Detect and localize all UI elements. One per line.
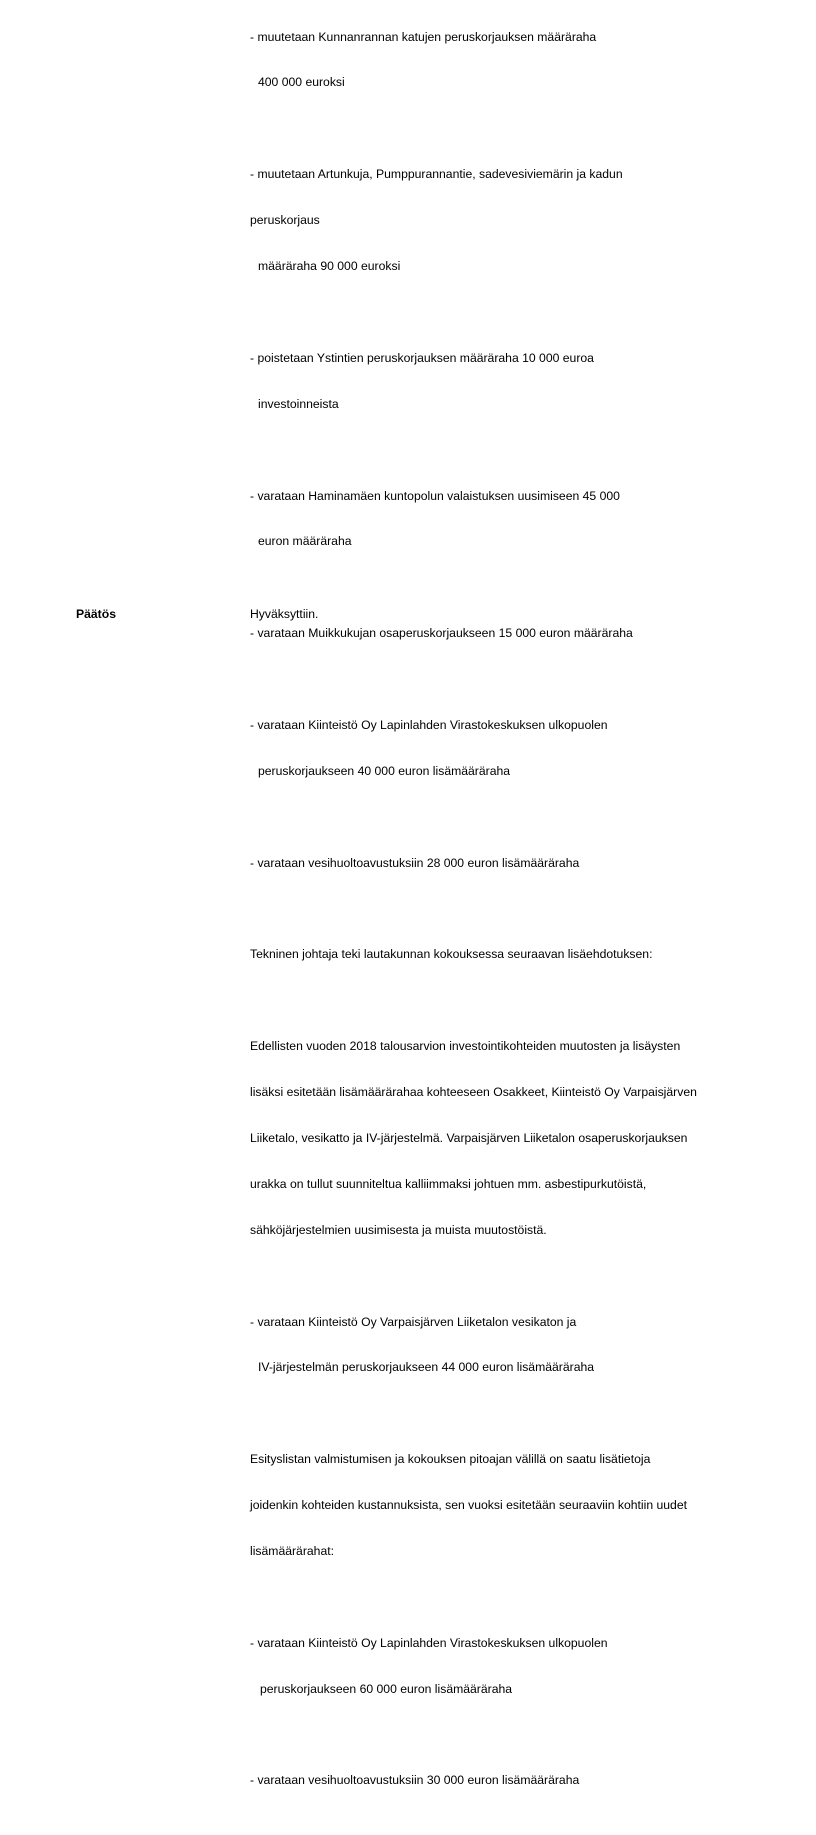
list-item: [250, 0, 750, 121]
text-line: Esityslistan valmistumisen ja kokouksen pitoajan välillä on saatu lisätietoja: [250, 1452, 651, 1467]
text-line: urakka on tullut suunniteltua kalliimmaksi johtuen mm. asbestipurkutöistä,: [250, 1176, 647, 1191]
list-item: [250, 137, 750, 305]
text-line: peruskorjaukseen 60 000 euron lisämääräraha: [260, 1681, 513, 1696]
text-line: - varataan vesihuoltoavustuksiin 30 000 euron lisämääräraha: [250, 1773, 580, 1788]
decision-text: Hyväksyttiin.: [250, 607, 319, 621]
text-line: euron määräraha: [258, 534, 352, 549]
text-line: 400 000 euroksi: [258, 75, 345, 90]
paragraph: [250, 917, 750, 993]
list-item: [250, 596, 750, 672]
text-line: Edellisten vuoden 2018 talousarvion investointikohteiden muutosten ja lisäysten: [250, 1039, 681, 1054]
paragraph: [250, 1422, 750, 1590]
text-line: IV-järjestelmän peruskorjaukseen 44 000 euron lisämääräraha: [258, 1360, 595, 1375]
text-line: investoinneista: [258, 396, 339, 411]
text-line: - poistetaan Ystintien peruskorjauksen määräraha 10 000 euroa: [250, 350, 594, 365]
text-line: Liiketalo, vesikatto ja IV-järjestelmä. Varpaisjärven Liiketalon osaperuskorjauksen: [250, 1130, 688, 1145]
text-line: peruskorjaukseen 40 000 euron lisämääräraha: [258, 763, 511, 778]
decision-label: Päätös: [76, 607, 116, 621]
text-line: lisäksi esitetään lisämäärärahaa kohteeseen Osakkeet, Kiinteistö Oy Varpaisjärven: [250, 1085, 697, 1100]
text-line: - muutetaan Artunkuja, Pumppurannantie, sadevesiviemärin ja kadun: [250, 167, 623, 182]
text-line: joidenkin kohteiden kustannuksista, sen vuoksi esitetään seuraaviin kohtiin uudet: [250, 1498, 687, 1513]
text-line: lisämäärärahat:: [250, 1543, 334, 1558]
list-item: [250, 1605, 750, 1727]
list-item: [250, 825, 750, 901]
text-line: - varataan Haminamäen kuntopolun valaistuksen uusimiseen 45 000: [250, 488, 620, 503]
text-line: - varataan Kiinteistö Oy Varpaisjärven Liiketalon vesikaton ja: [250, 1314, 577, 1329]
text-line: - muutetaan Kunnanrannan katujen peruskorjauksen määräraha: [250, 29, 597, 44]
paragraph: [250, 1009, 750, 1269]
text-line: Tekninen johtaja teki lautakunnan kokouksessa seuraavan lisäehdotuksen:: [250, 947, 653, 962]
text-line: määräraha 90 000 euroksi: [258, 259, 401, 274]
list-item: [250, 320, 750, 442]
list-item: [250, 1743, 750, 1819]
text-line: sähköjärjestelmien uusimisesta ja muista muutostöistä.: [250, 1222, 547, 1237]
text-line: - varataan vesihuoltoavustuksiin 28 000 euron lisämääräraha: [250, 855, 580, 870]
list-item: [250, 687, 750, 809]
text-line: peruskorjaus: [250, 213, 320, 228]
document-body: [250, 0, 750, 1835]
text-line: - varataan Muikkukujan osaperuskorjaukseen 15 000 euron määräraha: [250, 626, 633, 641]
list-item: [250, 1284, 750, 1406]
text-line: - varataan Kiinteistö Oy Lapinlahden Virastokeskuksen ulkopuolen: [250, 1635, 608, 1650]
text-line: - varataan Kiinteistö Oy Lapinlahden Virastokeskuksen ulkopuolen: [250, 717, 608, 732]
list-item: [250, 458, 750, 580]
